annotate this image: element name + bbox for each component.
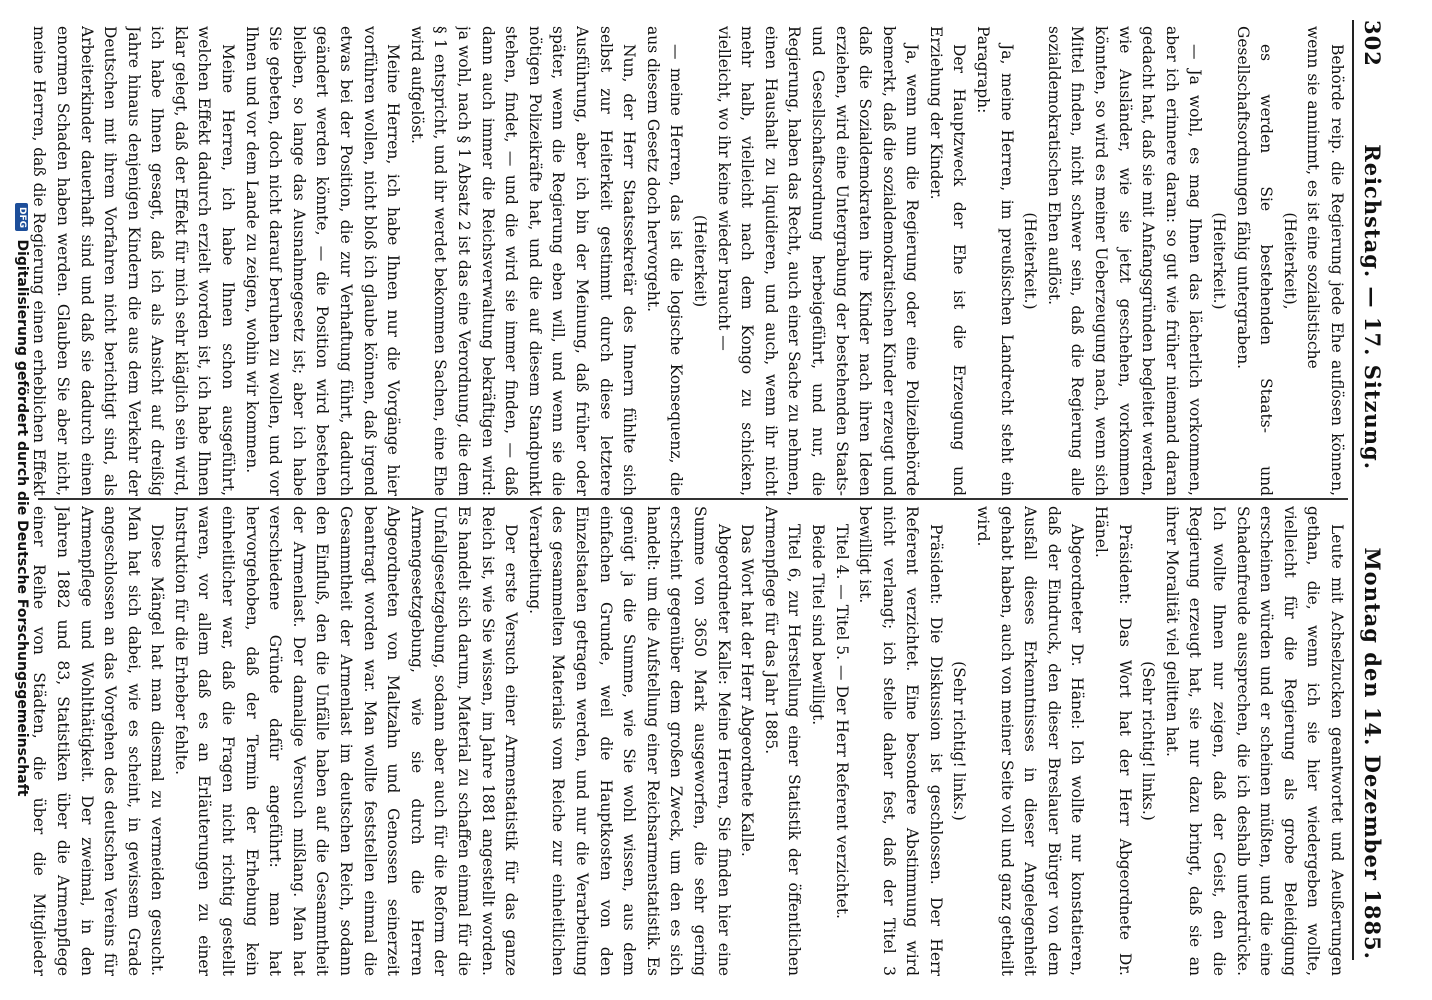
paragraph: Nun, der Herr Staatssekretär des Innern fühlte sich selbst zur Heiterkeit gestimmt durch diese letztere Ausführung, aber ich bin der Meinung, daß früher oder später, wenn die Regierung eben will, und wenn sie die nötigen Polizeikräfte hat, und die auf diesem Standpunkt stehen, findet, — und die wird sie immer finden, — daß dann auch immer die Reichsverwaltung bekräftigen wird: ja wohl, nach § 1 Absatz 2 ist das eine Verordnung, die dem § 1 entspricht, und ihr werdet bekommen Sachen, eine Ehe wird aufgelöst.: [407, 26, 639, 496]
paragraph: Diese Mängel hat man diesmal zu vermeiden gesucht. Man hat sich dabei, wie es scheint, in gewissem Grade angeschlossen an das Vorgehen des deutschen Vereins für Armenpflege und Wohlthätigkeit. Der zweimal, in den Jahren 1882 und 83, Statistiken über die Armenpflege einer Reihe von Städten, die über die Mitglieder: [30, 506, 167, 976]
right-column: [28, 506, 1348, 976]
newspaper-page: [12, 0, 1432, 1000]
page-header: [1358, 20, 1388, 960]
interjection: (Heiterkeit),: [1280, 212, 1299, 310]
paragraph: Meine Herren, ich habe Ihnen schon ausgeführt, welchen Effekt dadurch erzielt worden ist, ich habe Ihnen klar gelegt, daß der Effekt für mich sehr kläglich sein wird, ich habe Ihnen gesagt, daß ich als Ansicht auf dreißig Jahre hinaus denjenigen Kindern die aus dem Verkehr der Deutschen mit ihrem Vorfahren nicht berichtigt sind, als Arbeiterkinder dauerhaft sind und daß sie dadurch einen enormen Schaden haben werden. Glauben Sie aber nicht, meine Herren, daß die Regierung einen erheblichen Effekt: [30, 26, 238, 496]
interjection: (Sehr richtig! links.): [1139, 661, 1158, 821]
paragraph: Abgeordneter Dr. Hänel: Ich wollte nur konstatieren, daß der Eindruck, den dieser Breslauer Bürger von dem Ausfall dieses Erkenntnisses in dieser Angelegenheit gehabt haben, auch von meiner Seite voll und ganz getheilt wird.: [974, 506, 1087, 976]
page-number: 302: [1360, 20, 1386, 67]
paragraph: Präsident: Die Diskussion ist geschlossen. Der Herr Referent verzichtet. Eine besondere Abstimmung wird nicht verlangt; ich stelle daher fest, daß der Titel 3 bewilligt ist.: [856, 506, 945, 976]
interjection: (Heiterkeit.): [1210, 212, 1229, 310]
paragraph: — Ja wohl, es mag Ihnen das lächerlich vorkommen, aber ich erinnere daran: so gut wie früher niemand daran gedacht hat, daß sie mit Anfangsgründen begleitet werden, wie Ausländer, wie sie jetzt geschehen, vorkommen könnten, so wird es meiner Ueberzeugung nach, wenn sich Mittel finden, nicht schwer sein, daß die Regierung alle sozialdemokratischen Ehen auflöst.: [1044, 26, 1205, 496]
paragraph: Abgeordneter Kalle: Meine Herren, Sie finden hier eine Summe von 3650 Mark ausgeworfen, die sehr gering erscheint gegenüber dem großen Zweck, um den es sich handelt: um die Aufstellung einer Reichsarmenstatistik. Es genügt ja die Summe, wie Sie wohl wissen, aus dem einfachen Grunde, weil die Hauptkosten von den Einzelstaaten getragen werden, und nur die Verarbeitung des gesammelten Materials vom Reiche zur einheitlichen Verarbeitung.: [525, 506, 733, 976]
header-title: Reichstag. — 17. Sitzung.: [1360, 144, 1386, 471]
paragraph: Titel 4. — Titel 5. — Der Herr Referent verzichtet.: [832, 524, 851, 919]
paragraph: Meine Herren, ich habe Ihnen nur die Vorgänge hier vorführen wollen, nicht bloß ich glaube können, daß irgend etwas bei der Position, die zur Verhaftung führt, dadurch geändert werden könnte, — die Position wird bestehen bleiben, so lange das Ausnahmegesetz ist; aber ich habe Sie gebeten, doch nicht darauf beruhen zu wollen, und vor Ihnen und vor dem Lande zu zeigen, wohin wir kommen.: [242, 26, 403, 496]
paragraph: Behörde reip. die Regierung jede Ehe auflösen können, wenn sie annimmt, es ist eine sozialistische: [1304, 26, 1346, 496]
header-date: Montag den 14. Dezember 1885.: [1360, 547, 1386, 960]
dfg-logo-icon: DFG: [16, 203, 29, 231]
left-column: [28, 26, 1348, 496]
interjection: (Heiterkeit): [690, 214, 709, 308]
header-rule: [1352, 20, 1354, 960]
paragraph: Der Hauptzweck der Ehe ist die Erzeugung und Erziehung der Kinder.: [926, 26, 969, 496]
footer: [12, 0, 32, 1000]
paragraph: Präsident: Das Wort hat der Herr Abgeordnete Dr. Hänel.: [1092, 506, 1134, 976]
footer-credit: Digitalisierung gefördert durch die Deutsche Forschungsgemeinschaft: [14, 239, 30, 797]
paragraph: Ja, wenn nun die Regierung oder eine Polizeibehörde bemerkt, daß die sozialdemokratischen Kinder erzeugt und daß die Sozialdemokraten ihre Kinder nach ihren Ideen erziehen, wird eine Untergrabung der bestehenden Staats- und Gesellschaftsordnung herbeigeführt, und nur, die Regierung, haben das Recht, auch einer Sache zu nehmen, einen Haushalt zu liquidieren, und auch, wenn ihr nicht mehr halb, vielleicht nach dem Kongo zu schicken, vielleicht, wo ihr keine wieder braucht —: [714, 26, 922, 496]
paragraph: es werden Sie bestehenden Staats- und Gesellschaftsordnungen fähig untergraben.: [1233, 26, 1276, 496]
paragraph: Ja, meine Herren, im preußischen Landrecht steht ein Paragraph:: [974, 26, 1016, 496]
paragraph: Das Wort hat der Herr Abgeordnete Kalle.: [738, 524, 757, 857]
column-divider: [38, 498, 1348, 500]
paragraph: Der erste Versuch einer Armenstatistik für das ganze Reich ist, wie Sie wissen, im Jahre 1881 angestellt worden. Es handelt sich darum, Material zu schaffen einmal für die Unfallgesetzgebung, sodann aber auch für die Reform der Armengesetzgebung, wie sie durch die Herren Abgeordneten von Maltzahn und Genossen seinerzeit beantragt worden war. Man wollte feststellen einmal die Gesammtheit der Armenlast im deutschen Reich, sodann den Einfluß, den die Unfälle haben auf die Gesammtheit der Armenlast. Der damalige Versuch mißlang. Man hat verschiedene Gründe dafür angeführt: man hat hervorgehoben, daß der Termin der Erhebung kein einheitlicher war, daß die Fragen nicht richtig gestellt waren, vor allem daß es an Erläuterungen zu einer Instruktion für die Erheber fehlte.: [171, 506, 521, 976]
paragraph: — meine Herren, das ist die logische Konsequenz, die aus diesem Gesetz doch hervorgeht.: [643, 26, 686, 496]
paragraph: Beide Titel sind bewilligt.: [808, 524, 827, 726]
paragraph: Titel 6, zur Herstellung einer Statistik der öffentlichen Armenpflege für das Jahr 1885.: [761, 506, 804, 976]
interjection: (Sehr richtig! links.): [950, 661, 969, 821]
paragraph: Leute mit Achselzucken geantwortet und Aeußerungen gethan, die, wenn ich sie hier wiedergeben wollte, vielleicht für die Regierung als grobe Beleidigung erscheinen würden und er scheinen müßten, und die eine Schadenfreude aussprechen, die ich deshalb unterdrücke. Ich wollte Ihnen nur zeigen, daß der Geist, den die Regierung erzeugt hat, sie nur dazu bringt, daß sie an ihrer Moralität viel gelitten hat.: [1162, 506, 1346, 976]
interjection: (Heiterkeit.): [1021, 212, 1040, 310]
